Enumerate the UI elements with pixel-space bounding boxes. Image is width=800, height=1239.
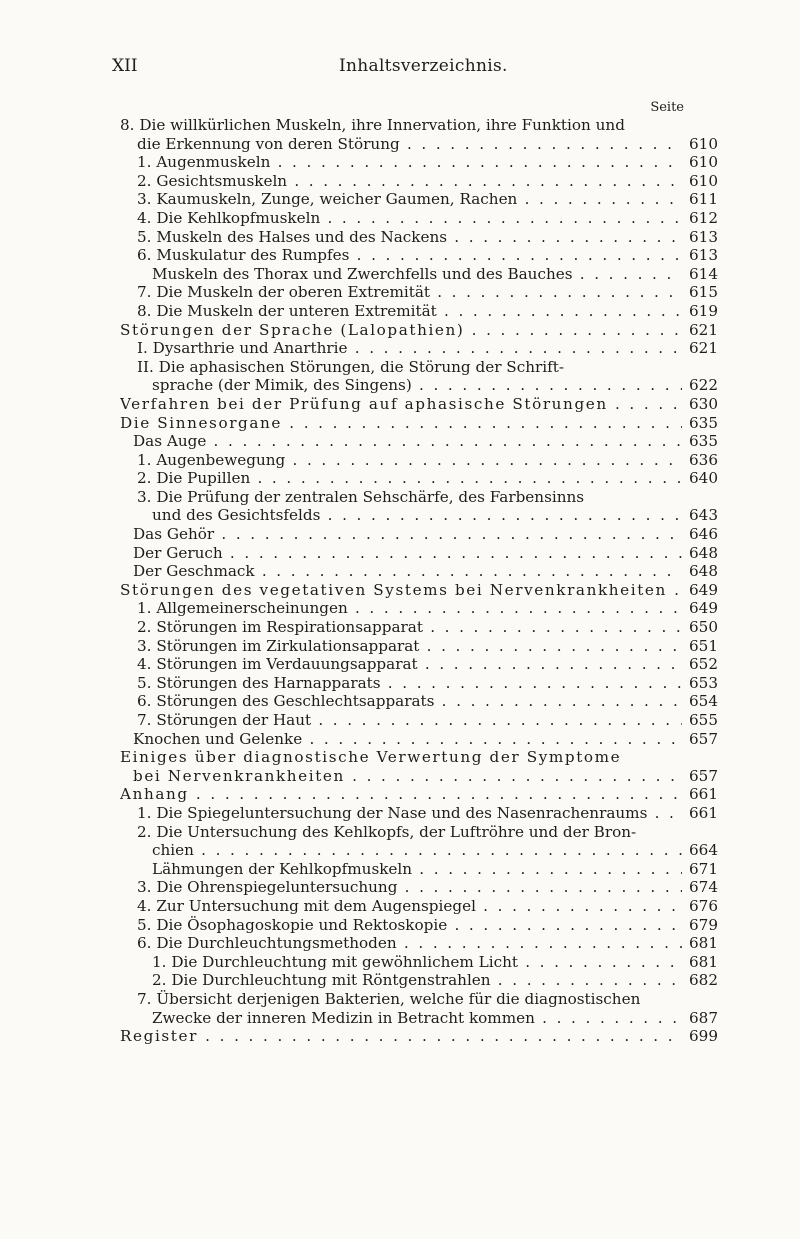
toc-entry	[0, 414, 800, 433]
toc-entry-page: 681	[689, 934, 718, 953]
page-title: Inhaltsverzeichnis.	[339, 56, 508, 76]
toc-entry	[0, 135, 800, 154]
toc-entry-text: 1. Augenbewegung . . .	[137, 451, 682, 470]
toc-entry-page: 636	[689, 450, 718, 469]
table-of-contents	[0, 116, 800, 1046]
toc-entry-page: 679	[689, 915, 718, 934]
toc-entry-text: 4. Zur Untersuchung mit dem Augenspiegel . . .	[137, 897, 682, 916]
page-number: XII	[112, 56, 138, 76]
toc-entry-page: 646	[689, 525, 718, 544]
toc-entry-page: 614	[689, 264, 718, 283]
toc-entry-page: 613	[689, 246, 718, 265]
toc-entry	[0, 581, 800, 600]
toc-entry	[0, 544, 800, 563]
toc-entry-page: 640	[689, 469, 718, 488]
toc-entry-page: 611	[689, 190, 718, 209]
toc-entry-text: Lähmungen der Kehlkopfmuskeln . . .	[152, 860, 682, 879]
toc-entry-page: 651	[689, 636, 718, 655]
toc-entry	[0, 692, 800, 711]
toc-entry	[0, 116, 800, 135]
toc-entry-text: 2. Die Durchleuchtung mit Röntgenstrahlen . . .	[152, 971, 682, 990]
toc-entry	[0, 1009, 800, 1028]
toc-entry	[0, 599, 800, 618]
toc-entry-page: 621	[689, 320, 718, 339]
toc-entry-text: Der Geruch . . .	[133, 544, 682, 563]
toc-entry-page: 682	[689, 971, 718, 990]
toc-entry	[0, 804, 800, 823]
page-header	[112, 56, 680, 80]
toc-entry	[0, 841, 800, 860]
toc-entry	[0, 860, 800, 879]
toc-entry-page: 613	[689, 227, 718, 246]
toc-entry-page: 648	[689, 562, 718, 581]
toc-entry-text: Muskeln des Thorax und Zwerchfells und des Bauches . . .	[152, 265, 682, 284]
toc-entry	[0, 878, 800, 897]
toc-entry	[0, 711, 800, 730]
toc-entry-page: 652	[689, 655, 718, 674]
toc-entry	[0, 302, 800, 321]
toc-entry-page: 610	[689, 134, 718, 153]
toc-entry-page: 610	[689, 153, 718, 172]
toc-entry-page: 650	[689, 618, 718, 637]
toc-entry-text: 3. Die Ohrenspiegeluntersuchung . . .	[137, 878, 682, 897]
toc-entry-page: 676	[689, 896, 718, 915]
toc-entry-page: 661	[689, 785, 718, 804]
toc-entry-text: 3. Die Prüfung der zentralen Sehschärfe, des Farbensinns	[137, 487, 585, 506]
toc-entry-page: 630	[689, 394, 718, 413]
toc-entry-page: 619	[689, 301, 718, 320]
toc-entry-text: II. Die aphasischen Störungen, die Störung der Schrift-	[137, 357, 564, 376]
toc-entry-page: 643	[689, 506, 718, 525]
toc-entry	[0, 897, 800, 916]
toc-entry-page: 649	[689, 580, 718, 599]
toc-entry-text: bei Nervenkrankheiten . . .	[133, 767, 682, 786]
seite-column-label: Seite	[650, 100, 684, 115]
toc-entry	[0, 674, 800, 693]
toc-entry	[0, 469, 800, 488]
toc-entry	[0, 395, 800, 414]
toc-entry-text: Einiges über diagnostische Verwertung der Symptome	[120, 748, 622, 767]
toc-entry-text: 2. Störungen im Respirationsapparat . . .	[137, 618, 682, 637]
toc-entry-page: 610	[689, 171, 718, 190]
toc-entry-text: Knochen und Gelenke . . .	[133, 730, 682, 749]
toc-entry	[0, 432, 800, 451]
toc-entry-text: 1. Augenmuskeln . . .	[137, 153, 682, 172]
toc-entry-page: 657	[689, 766, 718, 785]
toc-entry	[0, 934, 800, 953]
toc-entry	[0, 1027, 800, 1046]
toc-entry-text: 5. Muskeln des Halses und des Nackens . . .	[137, 228, 682, 247]
toc-entry	[0, 823, 800, 842]
toc-entry-page: 621	[689, 339, 718, 358]
toc-entry	[0, 265, 800, 284]
toc-entry-text: 3. Störungen im Zirkulationsapparat . . .	[137, 637, 682, 656]
toc-entry-page: 649	[689, 599, 718, 618]
toc-entry	[0, 172, 800, 191]
toc-entry	[0, 953, 800, 972]
toc-entry-page: 653	[689, 673, 718, 692]
toc-entry-text: 1. Die Spiegeluntersuchung der Nase und des Nasenrachenraums . . .	[137, 804, 682, 823]
toc-entry-page: 635	[689, 413, 718, 432]
toc-entry-text: I. Dysarthrie und Anarthrie . . .	[137, 339, 682, 358]
toc-entry-text: die Erkennung von deren Störung . . .	[137, 135, 682, 154]
toc-entry	[0, 990, 800, 1009]
toc-entry-text: 7. Übersicht derjenigen Bakterien, welche für die diagnostischen	[137, 989, 641, 1008]
toc-entry-text: 7. Die Muskeln der oberen Extremität . . .	[137, 283, 682, 302]
toc-entry	[0, 228, 800, 247]
toc-entry-text: 2. Gesichtsmuskeln . . .	[137, 172, 682, 191]
toc-entry-text: 5. Die Ösophagoskopie und Rektoskopie . . .	[137, 916, 682, 935]
toc-entry	[0, 506, 800, 525]
toc-entry-text: 2. Die Untersuchung des Kehlkopfs, der Luftröhre und der Bron-	[137, 822, 637, 841]
toc-entry	[0, 655, 800, 674]
toc-entry	[0, 767, 800, 786]
toc-entry	[0, 971, 800, 990]
toc-entry-text: 4. Störungen im Verdauungsapparat . . .	[137, 655, 682, 674]
toc-entry-text: 2. Die Pupillen . . .	[137, 469, 682, 488]
toc-entry	[0, 209, 800, 228]
toc-entry-text: Verfahren bei der Prüfung auf aphasische Störungen . . .	[120, 395, 682, 414]
toc-entry-page: 655	[689, 711, 718, 729]
toc-entry-text: Das Auge . . .	[133, 432, 682, 451]
toc-entry-text: Zwecke der inneren Medizin in Betracht kommen . . .	[152, 1009, 682, 1028]
toc-entry-text: 6. Die Durchleuchtungsmethoden . . .	[137, 934, 682, 953]
toc-entry-page: 687	[689, 1008, 718, 1027]
toc-entry-text: 5. Störungen des Harnapparats . . .	[137, 674, 682, 693]
toc-entry	[0, 785, 800, 804]
toc-entry-page: 612	[689, 208, 718, 227]
toc-entry-text: 4. Die Kehlkopfmuskeln . . .	[137, 209, 682, 228]
toc-entry	[0, 730, 800, 749]
toc-entry	[0, 283, 800, 302]
toc-entry	[0, 190, 800, 209]
toc-entry-text: Anhang . . .	[120, 785, 682, 804]
toc-entry-text: 1. Allgemeinerscheinungen . . .	[137, 599, 682, 618]
toc-entry-page: 657	[689, 729, 718, 748]
toc-entry	[0, 488, 800, 507]
toc-entry-text: Die Sinnesorgane . . .	[120, 414, 682, 433]
toc-entry-text: 8. Die willkürlichen Muskeln, ihre Innervation, ihre Funktion und	[120, 116, 625, 134]
toc-entry	[0, 358, 800, 377]
toc-entry-text: 7. Störungen der Haut . . .	[137, 711, 682, 730]
toc-entry-page: 664	[689, 841, 718, 860]
toc-entry-text: Der Geschmack . . .	[133, 562, 682, 581]
toc-entry-page: 622	[689, 376, 718, 395]
toc-entry-text: 8. Die Muskeln der unteren Extremität . . .	[137, 302, 682, 321]
toc-entry	[0, 339, 800, 358]
toc-entry	[0, 246, 800, 265]
toc-entry-page: 681	[689, 952, 718, 971]
toc-entry-page: 615	[689, 283, 718, 302]
toc-entry-text: sprache (der Mimik, des Singens) . . .	[152, 376, 682, 395]
toc-entry-page: 699	[689, 1027, 718, 1046]
toc-entry-page: 654	[689, 692, 718, 711]
toc-entry	[0, 637, 800, 656]
toc-entry	[0, 451, 800, 470]
toc-entry-text: 1. Die Durchleuchtung mit gewöhnlichem Licht . . .	[152, 953, 682, 972]
toc-entry	[0, 321, 800, 340]
toc-entry	[0, 562, 800, 581]
toc-entry-page: 671	[689, 859, 718, 878]
toc-entry	[0, 618, 800, 637]
toc-entry-text: 6. Muskulatur des Rumpfes . . .	[137, 246, 682, 265]
toc-entry-text: chien . . .	[152, 841, 682, 860]
toc-entry-text: Störungen der Sprache (Lalopathien) . . .	[120, 321, 682, 340]
toc-entry-text: 6. Störungen des Geschlechtsapparats . . .	[137, 692, 682, 711]
toc-entry-page: 635	[689, 432, 718, 451]
toc-entry	[0, 916, 800, 935]
toc-entry-text: Register . . .	[120, 1027, 682, 1046]
toc-entry-page: 674	[689, 878, 718, 897]
toc-entry-text: Das Gehör . . .	[133, 525, 682, 544]
toc-entry-text: 3. Kaumuskeln, Zunge, weicher Gaumen, Rachen . . .	[137, 190, 682, 209]
toc-entry	[0, 748, 800, 767]
toc-entry	[0, 153, 800, 172]
toc-entry-text: Störungen des vegetativen Systems bei Nervenkrankheiten . . .	[120, 581, 682, 600]
toc-entry-page: 648	[689, 543, 718, 562]
toc-entry-page: 661	[689, 803, 718, 822]
toc-entry-text: und des Gesichtsfelds . . .	[152, 506, 682, 525]
toc-entry	[0, 376, 800, 395]
toc-entry	[0, 525, 800, 544]
